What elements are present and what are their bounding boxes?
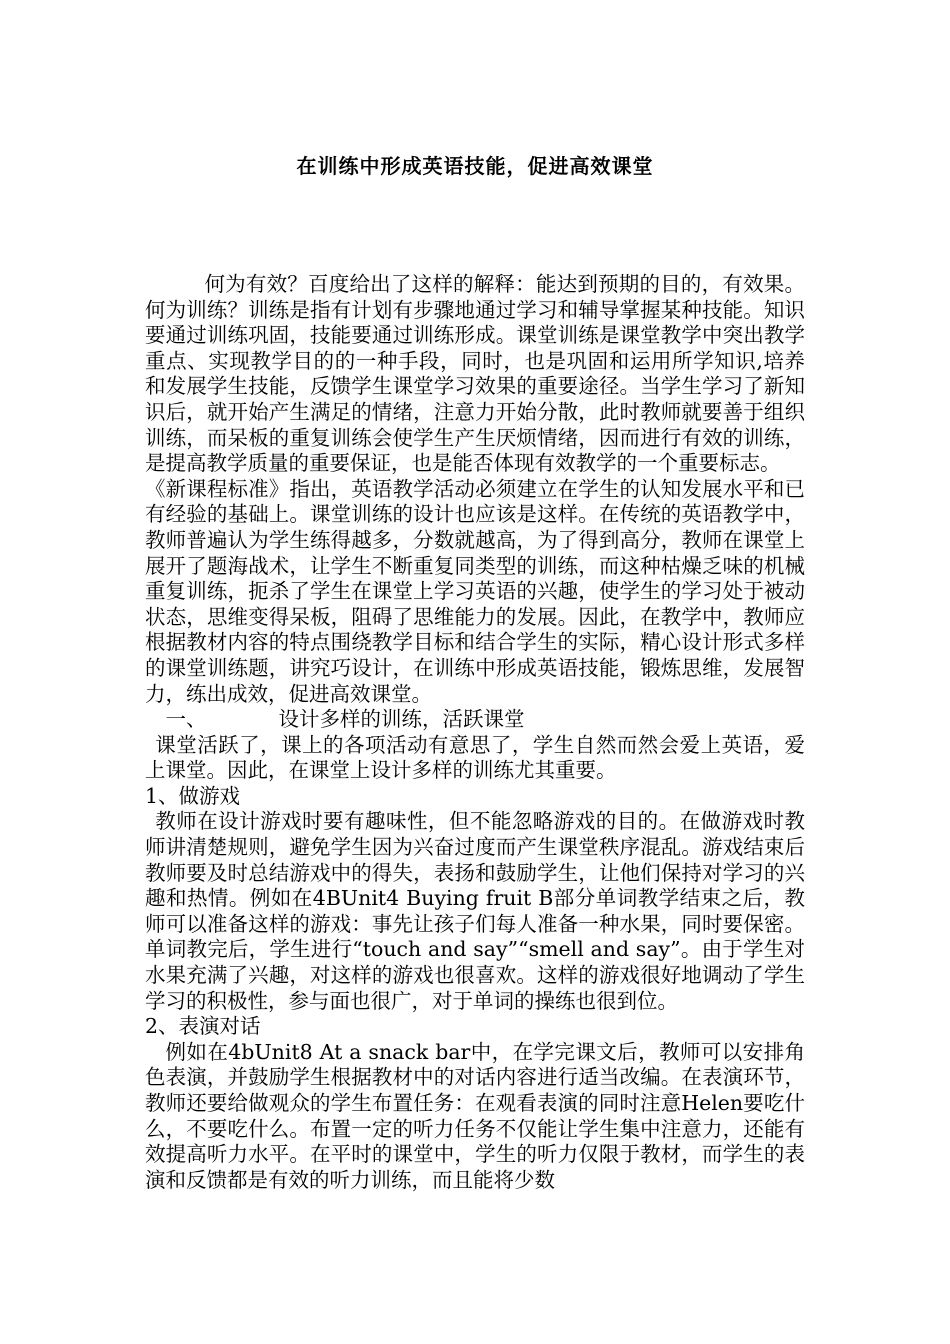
item-1-title: 1、做游戏 [145, 783, 241, 808]
paragraph-intro: 何为有效？百度给出了这样的解释：能达到预期的目的，有效果。何为训练？训练是指有计划有步骤地通过学习和辅导掌握某种技能。知识要通过训练巩固，技能要通过训练形成。课堂训练是课堂教学中突出教学重点、实现教学目的的一种手段，同时，也是巩固和运用所学知识,培养和发展学生技能，反馈学生课堂学习效果的重要途径。当学生学习了新知识后，就开始产生满足的情绪，注意力开始分散，此时教师就要善于组织训练，而呆板的重复训练会使学生产生厌烦情绪，因而进行有效的训练，是提高教学质量的重要保证，也是能否体现有效教学的一个重要标志。 [145, 272, 805, 476]
section-one-intro: 课堂活跃了，课上的各项活动有意思了，学生自然而然会爱上英语，爱上课堂。因此，在课堂上设计多样的训练尤其重要。 [145, 732, 805, 783]
paragraph-curriculum: 《新课程标准》指出，英语教学活动必须建立在学生的认知发展水平和已有经验的基础上。课堂训练的设计也应该是这样。在传统的英语教学中，教师普遍认为学生练得越多，分数就越高，为了得到高分，教师在课堂上展开了题海战术，让学生不断重复同类型的训练，而这种枯燥乏味的机械重复训练，扼杀了学生在课堂上学习英语的兴趣，使学生的学习处于被动状态，思维变得呆板，阻碍了思维能力的发展。因此，在教学中，教师应根据教材内容的特点围绕教学目标和结合学生的实际，精心设计形式多样的课堂训练题，讲究巧设计，在训练中形成英语技能，锻炼思维，发展智力，练出成效，促进高效课堂。 [145, 476, 805, 706]
section-one-heading [145, 707, 805, 733]
item-1-text: 教师在设计游戏时要有趣味性，但不能忽略游戏的目的。在做游戏时教师讲清楚规则，避免学生因为兴奋过度而产生课堂秩序混乱。游戏结束后教师要及时总结游戏中的得失，表扬和鼓励学生，让他们保持对学习的兴趣和热情。例如在4BUnit4 Buying fruit B部分单词教学结束之后，教师可以准备这样的游戏：事先让孩子们每人准备一种水果，同时要保密。单词教完后，学生进行“touch and say”“smell and say”。由于学生对水果充满了兴趣，对这样的游戏也很喜欢。这样的游戏很好地调动了学生学习的积极性，参与面也很广，对于单词的操练也很到位。 [145, 809, 805, 1013]
section-one-title: 设计多样的训练，活跃课堂 [278, 707, 525, 732]
section-one-label: 一、 [165, 707, 207, 732]
item-2-text: 例如在4bUnit8 At a snack bar中，在学完课文后，教师可以安排角色表演，并鼓励学生根据教材中的对话内容进行适当改编。在表演环节，教师还要给做观众的学生布置任务：在观看表演的同时注意Helen要吃什么，不要吃什么。布置一定的听力任务不仅能让学生集中注意力，还能有效提高听力水平。在平时的课堂中，学生的听力仅限于教材，而学生的表演和反馈都是有效的听力训练，而且能将少数 [145, 1039, 805, 1192]
item-2-title: 2、表演对话 [145, 1014, 261, 1039]
document-body [145, 272, 805, 1193]
document-title: 在训练中形成英语技能，促进高效课堂 [296, 154, 654, 178]
